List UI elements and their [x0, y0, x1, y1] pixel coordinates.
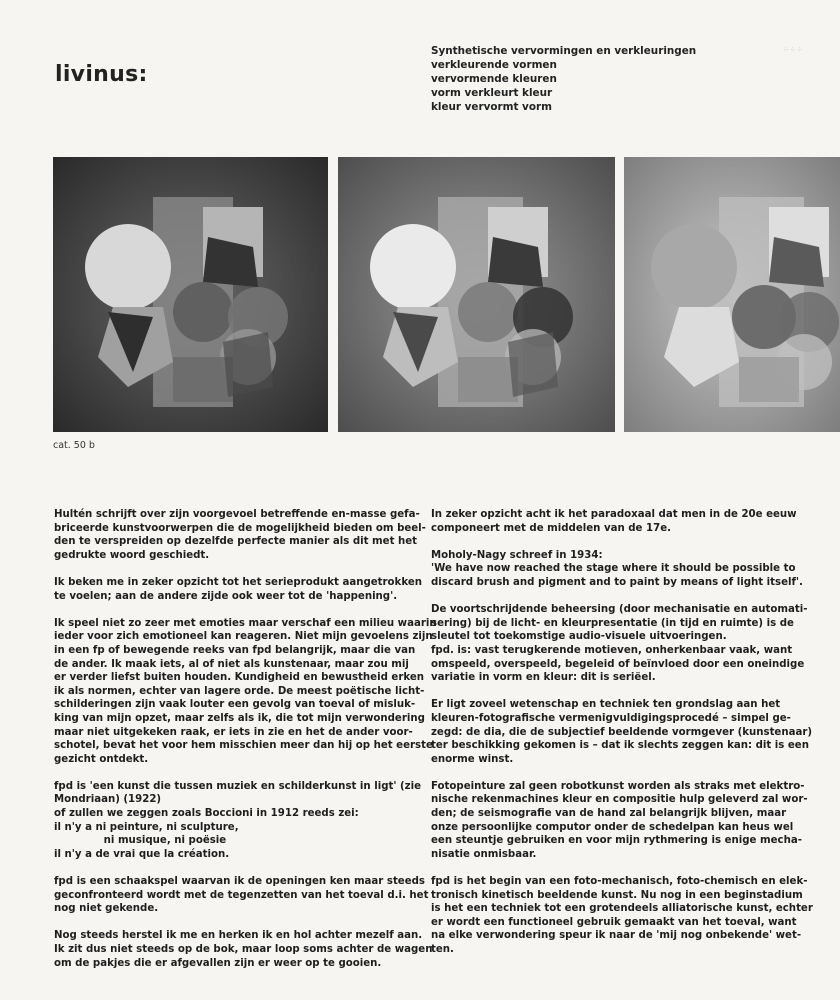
text-line: maar niet uitgekeken raak, er iets in zie en het de ander voor-: [54, 726, 413, 738]
text-line: Ik zit dus niet steeds op de bok, maar loop soms achter de wagen: [54, 944, 433, 955]
paragraph: [54, 576, 422, 603]
paragraph: [431, 508, 797, 535]
text-line: gezicht ontdekt.: [54, 753, 149, 765]
text-line: zegd: de dia, die de subjectief beeldende vormgever (kunstenaar): [431, 726, 813, 738]
text-line: den te verspreiden op dezelfde perfecte manier als dit met het: [54, 536, 418, 548]
text-line: sleutel tot toekomstige audio-visuele uitvoeringen.: [431, 631, 727, 643]
artwork-photo-2: [338, 157, 615, 432]
text-column-left: [54, 508, 437, 984]
text-line: schotel, bevat het voor hem misschien meer dan hij op het eerste: [54, 740, 433, 752]
text-line: il n'y a de vrai que la création.: [54, 848, 230, 860]
text-line: Fotopeinture zal geen robotkunst worden als straks met elektro-: [431, 780, 805, 792]
text-column-right: [431, 508, 813, 970]
text-line: ni musique, ni poësie: [54, 835, 227, 847]
text-line: de ander. Ik maak iets, al of niet als kunstenaar, maar zou mij: [54, 658, 409, 670]
text-line: Er ligt zoveel wetenschap en techniek ten grondslag aan het: [431, 699, 781, 711]
paragraph: [54, 875, 429, 916]
text-line: kleuren-fotografische vermenigvuldigingsprocedé – simpel ge-: [431, 712, 791, 724]
text-line: ten.: [431, 944, 454, 955]
text-line: fpd is 'een kunst die tussen muziek en schilderkunst in ligt' (zie: [54, 780, 422, 792]
text-line: il n'y a ni peinture, ni sculpture,: [54, 821, 239, 833]
text-line: nische rekenmachines kleur en compositie hulp geleverd zal wor-: [431, 794, 808, 806]
subtitle-line: verkleurende vormen: [431, 59, 557, 71]
text-line: of zullen we zeggen zoals Boccioni in 1912 reeds zei:: [54, 808, 359, 820]
text-line: componeert met de middelen van de 17e.: [431, 522, 671, 534]
paragraph: [54, 617, 437, 767]
paragraph: [431, 875, 813, 957]
text-line: ik als normen, echter van lagere orde. De meest poëtische licht-: [54, 685, 425, 697]
text-line: te voelen; aan de andere zijde ook weer tot de 'happening'.: [54, 590, 398, 602]
paragraph: [54, 508, 426, 562]
text-line: Moholy-Nagy schreef in 1934:: [431, 549, 603, 561]
text-line: fpd is het begin van een foto-mechanisch, foto-chemisch en elek-: [431, 876, 808, 888]
text-line: fpd. is: vast terugkerende motieven, onherkenbaar vaak, want: [431, 644, 793, 656]
paragraph: [431, 549, 803, 590]
text-line: Mondriaan) (1922): [54, 794, 162, 806]
text-line: fpd is een schaakspel waarvan ik de openingen ken maar steeds: [54, 876, 425, 888]
paragraph: [431, 603, 808, 685]
text-line: geconfronteerd wordt met de tegenzetten van het toeval d.i. het: [54, 889, 429, 901]
text-line: ieder voor zich emotioneel kan reageren. Niet mijn gevoelens zijn: [54, 631, 433, 643]
subtitle-block: [431, 44, 696, 114]
paragraph: [54, 780, 422, 862]
text-line: Nog steeds herstel ik me en herken ik en hol achter mezelf aan.: [54, 930, 423, 942]
text-line: den; de seismografie van de hand zal belangrijk blijven, maar: [431, 808, 787, 820]
paragraph: [431, 780, 808, 862]
text-line: is het een techniek tot een grotendeels alliatorische kunst, echter: [431, 903, 813, 915]
text-line: enorme winst.: [431, 753, 514, 765]
figure-caption: cat. 50 b: [53, 440, 95, 451]
page-title: livinus:: [55, 62, 148, 87]
text-line: Ik speel niet zo zeer met emoties maar verschaf een milieu waarin: [54, 617, 437, 629]
paragraph: [431, 698, 813, 766]
artwork-photo-3: [624, 157, 840, 432]
subtitle-line: vorm verkleurt kleur: [431, 87, 553, 99]
text-line: na elke verwondering speur ik naar de 'mij nog onbekende' wet-: [431, 930, 802, 942]
text-line: nisatie onmisbaar.: [431, 848, 537, 860]
text-line: Ik beken me in zeker opzicht tot het serieprodukt aangetrokken: [54, 576, 422, 588]
subtitle-line: Synthetische vervormingen en verkleuringen: [431, 45, 697, 57]
text-line: tronisch kinetisch beeldende kunst. Nu nog in een beginstadium: [431, 889, 803, 901]
text-line: variatie in vorm en kleur: dit is seriëel.: [431, 672, 656, 684]
paragraph: [54, 929, 433, 970]
text-line: schilderingen zijn vaak louter een gevolg van toeval of misluk-: [54, 699, 416, 711]
text-line: nog niet gekende.: [54, 903, 159, 915]
text-line: discard brush and pigment and to paint by means of light itself'.: [431, 576, 803, 588]
text-line: onze persoonlijke computor onder de schedelpan kan heus wel: [431, 821, 794, 833]
library-stamp: ⁘⁘⁘: [783, 46, 804, 54]
text-line: 'We have now reached the stage where it should be possible to: [431, 563, 796, 575]
text-line: er wordt een functioneel gebruik gemaakt van het toeval, want: [431, 916, 797, 928]
text-line: er verder liefst buiten houden. Kundigheid en bewustheid erken: [54, 672, 425, 684]
text-line: Hultén schrijft over zijn voorgevoel betreffende en-masse gefa-: [54, 509, 420, 520]
text-line: om de pakjes die er afgevallen zijn er weer op te gooien.: [54, 957, 382, 969]
text-line: een steuntje gebruiken en voor mijn rythmering is enige mecha-: [431, 835, 802, 847]
text-line: ter beschikking gekomen is – dat ik slechts zeggen kan: dit is een: [431, 740, 809, 752]
subtitle-line: kleur vervormt vorm: [431, 101, 552, 113]
text-line: De voortschrijdende beheersing (door mechanisatie en automati-: [431, 604, 808, 616]
text-line: gedrukte woord geschiedt.: [54, 549, 210, 561]
text-line: briceerde kunstvoorwerpen die de mogelijkheid bieden om beel-: [54, 522, 426, 534]
text-line: in een fp of bewegende reeks van fpd belangrijk, maar die van: [54, 644, 416, 656]
text-line: omspeeld, overspeeld, begeleid of beïnvloed door een oneindige: [431, 658, 805, 670]
text-line: sering) bij de licht- en kleurpresentatie (in tijd en ruimte) is de: [431, 617, 794, 629]
subtitle-line: vervormende kleuren: [431, 73, 557, 85]
artwork-photo-1: [53, 157, 328, 432]
text-line: In zeker opzicht acht ik het paradoxaal dat men in de 20e eeuw: [431, 509, 797, 520]
text-line: king van mijn opzet, maar zelfs als ik, die tot mijn verwondering: [54, 712, 425, 724]
